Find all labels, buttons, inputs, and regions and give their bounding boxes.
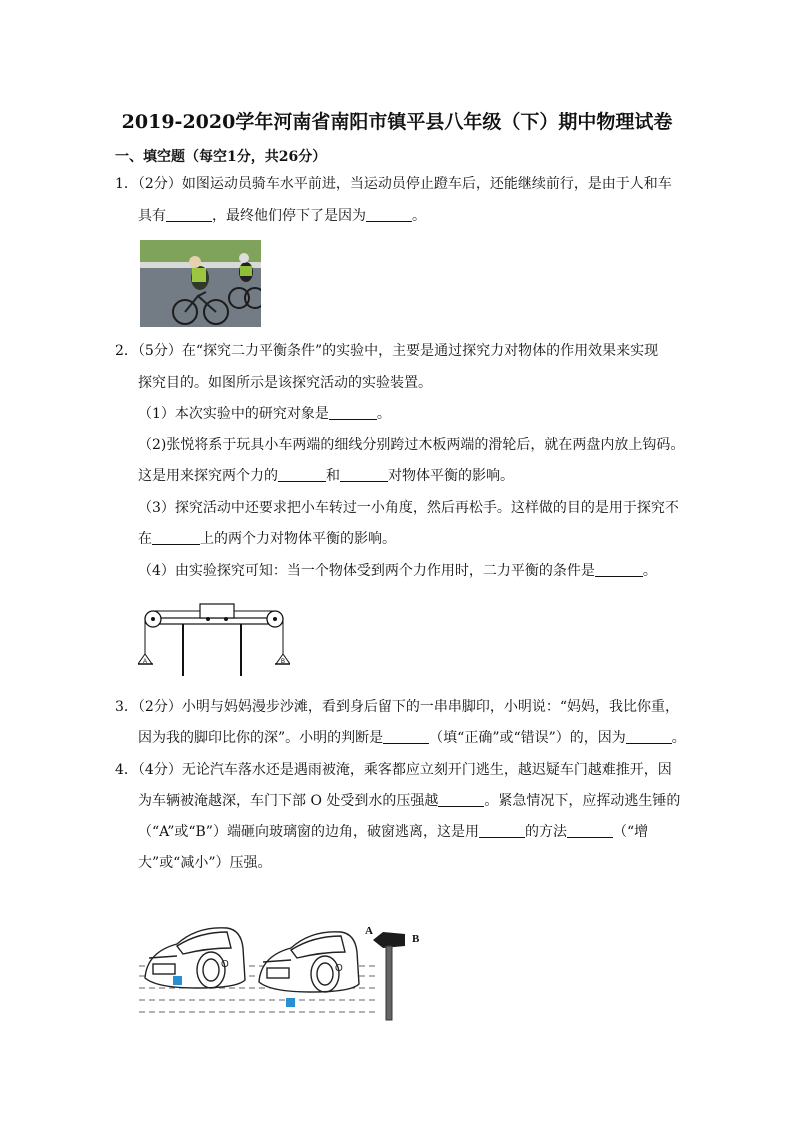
q3-text-b: （填“正确”或“错误”）的，因为 [429, 730, 626, 746]
q4-text-e: （“增 [612, 824, 649, 840]
q2-blank-4[interactable] [152, 530, 200, 545]
cyclists-photo [140, 240, 261, 327]
q1-text-a: 具有 [138, 208, 166, 224]
q4-text-a: 为车辆被淹越深，车门下部 O 处受到水的压强越 [138, 793, 439, 809]
q4-line1: 4．（4分）无论汽车落水还是遇雨被淹，乘客都应立刻开门逃生，越迟疑车门越难推开，因 [115, 762, 672, 778]
q3-text-c: 。 [671, 730, 686, 746]
hammer-end-a-label: A [365, 925, 373, 937]
q4-blank-2[interactable] [479, 823, 525, 838]
q2-sub1-text: （1）本次实验中的研究对象是 [138, 406, 329, 422]
q1-blank-2[interactable] [366, 207, 412, 222]
q3-blank-1[interactable] [383, 729, 429, 744]
q2-sub3-line2 [138, 529, 396, 549]
q4-line4: 大”或“减小”）压强。 [138, 855, 272, 871]
q3-blank-2[interactable] [626, 729, 672, 744]
section-heading: 一、填空题（每空1分，共26分） [115, 149, 327, 165]
q2-sub2-text-a: 这是用来探究两个力的 [138, 468, 278, 484]
q2-sub2-line2 [138, 466, 514, 486]
q4-text-d: 的方法 [524, 824, 567, 840]
escape-hammer-icon [373, 932, 405, 1020]
q2-sub4 [138, 561, 657, 581]
q2-line2: 探究目的。如图所示是该探究活动的实验装置。 [138, 375, 432, 391]
q3-line1: 3．（2分）小明与妈妈漫步沙滩，看到身后留下的一串串脚印，小明说：“妈妈，我比你重， [115, 699, 679, 715]
q1-text-b: ，最终他们停下了是因为 [212, 208, 366, 224]
q2-blank-1[interactable] [329, 405, 377, 420]
point-o-label-right: O [335, 963, 343, 974]
q2-sub3-text-a: 在 [138, 531, 152, 547]
q2-sub2-text-b: 和 [326, 468, 340, 484]
weight-label-right: B [280, 659, 286, 665]
q2-line1: 2．（5分）在“探究二力平衡条件”的实验中，主要是通过探究力对物体的作用效果来实现 [115, 343, 659, 359]
q2-sub2-text-c: 对物体平衡的影响。 [388, 468, 514, 484]
flooded-cars-diagram [137, 918, 427, 1028]
q2-sub1-end: 。 [376, 406, 391, 422]
q3-text-a: 因为我的脚印比你的深”。小明的判断是 [138, 730, 384, 746]
q2-sub4-end: 。 [642, 563, 657, 579]
q1-blank-1[interactable] [166, 207, 212, 222]
q4-line3 [138, 822, 648, 842]
hammer-end-b-label: B [412, 933, 420, 945]
q2-blank-5[interactable] [595, 562, 643, 577]
q2-sub3-text-b: 上的两个力对物体平衡的影响。 [200, 531, 396, 547]
q1-line2 [138, 206, 426, 226]
q1-text-c: 。 [412, 208, 426, 224]
q2-sub4-text: （4）由实验探究可知：当一个物体受到两个力作用时，二力平衡的条件是 [138, 563, 595, 579]
q4-text-c: （“A”或“B”）端砸向玻璃窗的边角，破窗逃离，这是用 [138, 824, 479, 840]
weight-label-left: A [142, 659, 148, 665]
q3-line2 [138, 728, 686, 748]
page-title: 2019-2020学年河南省南阳市镇平县八年级（下）期中物理试卷 [121, 111, 673, 133]
q4-line2 [138, 791, 680, 811]
car-right [259, 932, 359, 992]
q4-text-b: 。紧急情况下，应挥动逃生锤的 [484, 793, 681, 809]
q4-blank-1[interactable] [438, 792, 484, 807]
car-left [145, 928, 245, 988]
balance-apparatus-diagram [138, 598, 290, 678]
q2-blank-3[interactable] [340, 467, 388, 482]
q2-sub3-line1: （3）探究活动中还要求把小车转过一小角度，然后再松手。这样做的目的是用于探究不 [138, 500, 679, 516]
q2-sub2-line1: （2)张悦将系于玩具小车两端的细线分别跨过木板两端的滑轮后，就在两盘内放上钩码。 [138, 437, 685, 453]
q1-line1: 1．（2分）如图运动员骑车水平前进，当运动员停止蹬车后，还能继续前行，是由于人和车 [115, 176, 672, 192]
q4-blank-3[interactable] [567, 823, 613, 838]
point-o-label-left: O [221, 959, 229, 970]
q2-blank-2[interactable] [278, 467, 326, 482]
q2-sub1 [138, 404, 391, 424]
